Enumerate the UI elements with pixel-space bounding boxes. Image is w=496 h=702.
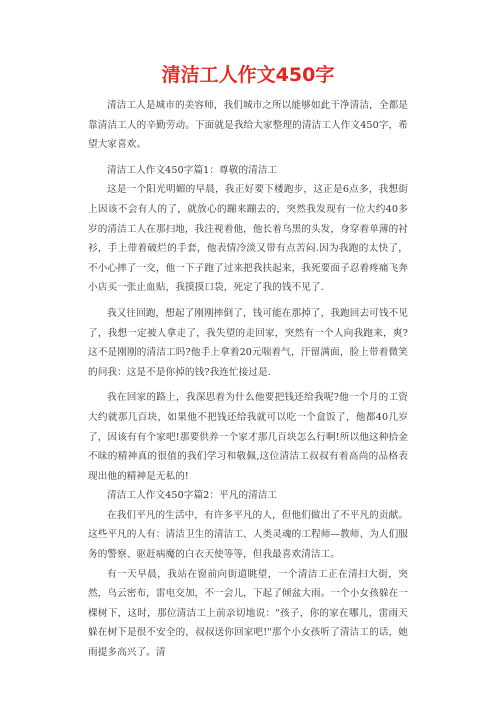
body-paragraph: 这是一个阳光明媚的早晨，我正好要下楼跑步，这正是6点多，我想街上因该不会有人的了，就放心的蹦来蹦去的，突然我发现有一位大约40多岁的清洁工人在那扫地，我注视着他，他长着乌黑的头发，身穿着单薄的衬衫，手上带着破烂的手套，他表情冷淡又带有点苦闷.因为我跑的太快了，不小心摔了一交，他一下子跑了过来把我扶起来，我死要面子忍着疼痛飞奔小店买一张止血贴，我摸摸口袋，死定了我的钱不见了.: [88, 184, 408, 294]
body-paragraph: 我在回家的路上，我深思着为什么他要把钱还给我呢?他一个月的工资大约就那几百块，如果他不把钱还给我就可以吃一个盒饭了，他都40几岁了，因该有有个家吧!那要供养一个家才那几百块怎么行啊!所以他这种拾金不昧的精神真的很值的我们学习和敬佩,这位清洁工叔叔有着高尚的品格表现出他的精神是无私的!: [88, 392, 408, 482]
document-body: [88, 96, 408, 663]
section-heading-1: 清洁工人作文450字篇1：尊敬的清洁工: [107, 164, 278, 176]
intro-paragraph: 清洁工人是城市的美容师，我们城市之所以能够如此干净清洁，全都是靠清洁工人的辛勤劳动。下面就是我给大家整理的清洁工人作文450字，希望大家喜欢。: [88, 100, 408, 151]
section-heading-2: 清洁工人作文450字篇2：平凡的清洁工: [107, 490, 278, 502]
body-paragraph: 有一天早晨，我站在窗前向街道眺望，一个清洁工正在清扫大街，突然，乌云密布，雷电交加，不一会儿，下起了倾盆大雨。一个小女孩躲在一棵树下，这时，那位清洁工上前亲切地说："孩子，你的家在哪儿，雷雨天躲在树下是很不安全的，叔叔送你回家吧!"那个小女孩听了清洁工的话，她雨提多高兴了。清: [88, 568, 408, 659]
body-paragraph: 在我们平凡的生活中，有许多平凡的人，但他们做出了不平凡的贡献。这些平凡的人有：清洁卫生的清洁工、人类灵魂的工程师—教师、为人们服务的警察、驱赶病魔的白衣天使等等，但我最喜欢清洁工。: [88, 509, 408, 561]
document-title: 清洁工人作文450字: [161, 64, 335, 86]
body-paragraph: 我又往回跑，想起了刚刚摔倒了，钱可能在那掉了，我跑回去可钱不见了，我想一定被人拿走了，我失望的走回家，突然有一个人向我跑来，爽?这不是刚刚的清洁工吗?他手上拿着20元喘着气，汗留满面，脸上带着微笑的问我：这是不是你掉的钱?我连忙接过是.: [88, 307, 408, 378]
